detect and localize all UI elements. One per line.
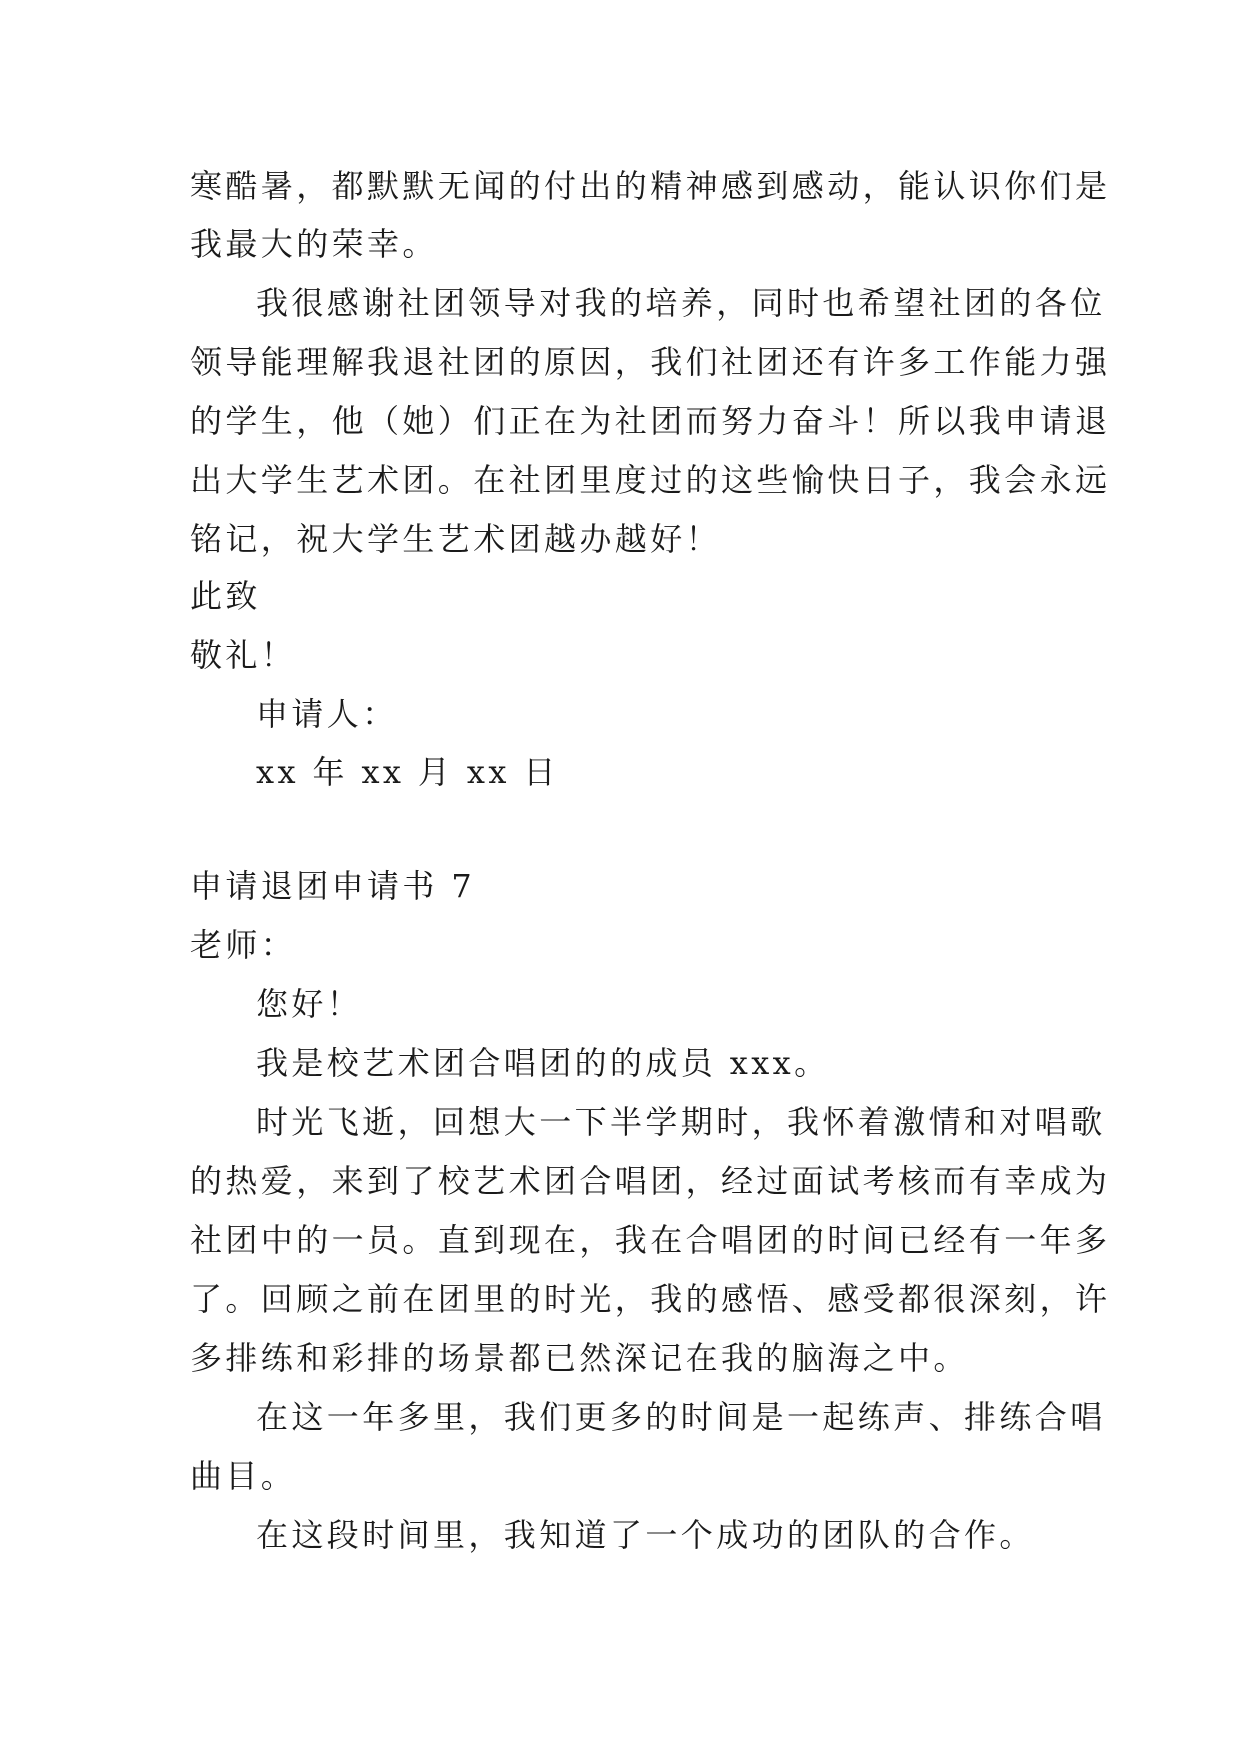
paragraph-line: 曲目。	[190, 1457, 297, 1495]
date-line: xx 年 xx 月 xx 日	[256, 753, 559, 791]
paragraph-line: 我是校艺术团合唱团的的成员 xxx。	[256, 1044, 830, 1082]
greeting-line: 您好！	[256, 985, 363, 1023]
paragraph-line: 社团中的一员。直到现在，我在合唱团的时间已经有一年多	[190, 1221, 1111, 1259]
paragraph-line: 多排练和彩排的场景都已然深记在我的脑海之中。	[190, 1339, 969, 1377]
paragraph-line: 我很感谢社团领导对我的培养，同时也希望社团的各位	[256, 284, 1106, 322]
applicant-label: 申请人：	[256, 695, 398, 733]
closing-regards: 敬礼！	[190, 636, 297, 674]
paragraph-line: 领导能理解我退社团的原因，我们社团还有许多工作能力强	[190, 343, 1111, 381]
paragraph-line: 铭记，祝大学生艺术团越办越好！	[190, 520, 722, 558]
paragraph-line: 出大学生艺术团。在社团里度过的这些愉快日子，我会永远	[190, 461, 1111, 499]
section-title: 申请退团申请书 7	[190, 867, 476, 905]
paragraph-line: 在这段时间里，我知道了一个成功的团队的合作。	[256, 1516, 1035, 1554]
paragraph-line: 时光飞逝，回想大一下半学期时，我怀着激情和对唱歌	[256, 1103, 1106, 1141]
paragraph-line: 寒酷暑，都默默无闻的付出的精神感到感动，能认识你们是	[190, 167, 1111, 205]
paragraph-line: 的热爱，来到了校艺术团合唱团，经过面试考核而有幸成为	[190, 1162, 1111, 1200]
closing-salutation: 此致	[190, 577, 261, 615]
paragraph-line: 了。回顾之前在团里的时光，我的感悟、感受都很深刻，许	[190, 1280, 1111, 1318]
paragraph-line: 在这一年多里，我们更多的时间是一起练声、排练合唱	[256, 1398, 1106, 1436]
paragraph-line: 我最大的荣幸。	[190, 225, 438, 263]
paragraph-line: 的学生，他（她）们正在为社团而努力奋斗！所以我申请退	[190, 402, 1111, 440]
recipient-line: 老师：	[190, 926, 297, 964]
